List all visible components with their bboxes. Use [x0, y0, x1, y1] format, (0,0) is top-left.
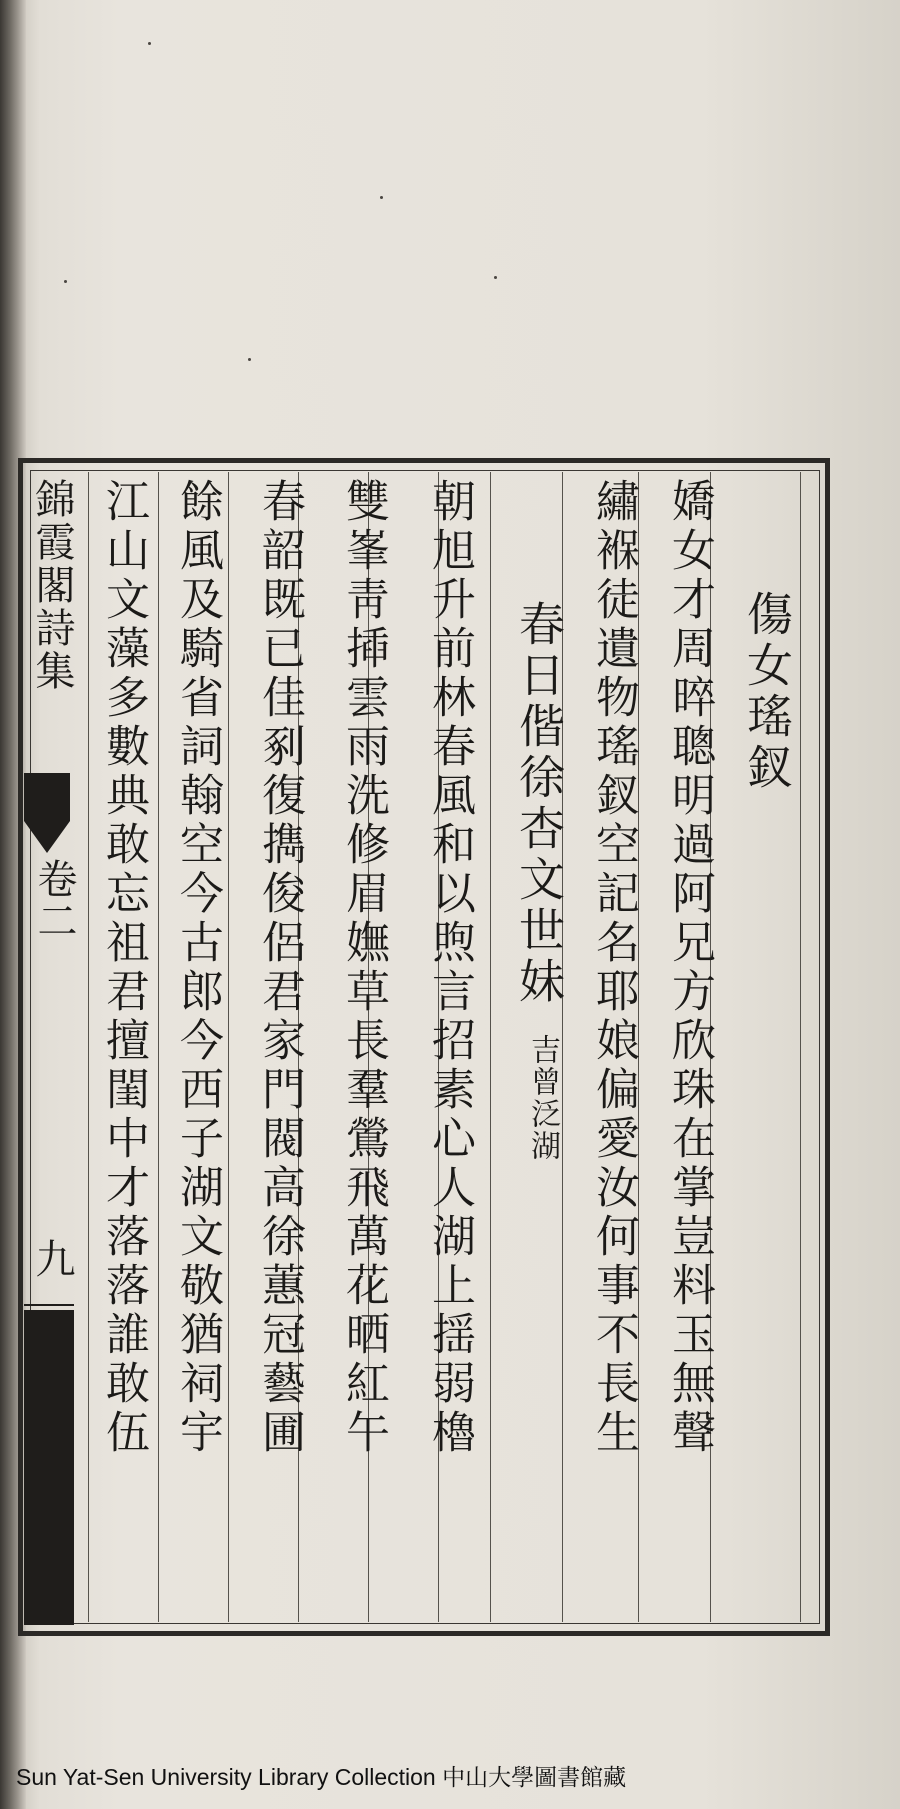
poem-line: 餘風及騎省詞翰空今古郎今西子湖文敬猶祠宇	[172, 478, 223, 1458]
library-credit: Sun Yat-Sen University Library Collection 中山大學圖書館藏	[16, 1764, 627, 1790]
column-rule	[228, 472, 229, 1622]
page-number: 九	[29, 1238, 75, 1278]
black-mouth-bar	[24, 1310, 74, 1625]
poem-line: 朝旭升前林春風和以煦言招素心人湖上揺弱櫓	[424, 478, 475, 1458]
paper-speck	[64, 280, 67, 283]
paper-speck	[380, 196, 383, 199]
poem-line: 春韶既已佳剢復擕俊侶君家門閥高徐蕙冠藝圃	[254, 478, 305, 1458]
poem-line: 繡褓徒遺物瑤釵空記名耶娘偏愛汝何事不長生	[588, 478, 639, 1458]
poem-line: 雙峯靑揷雲雨洗修眉嫵草長羣鶯飛萬花晒紅午	[338, 478, 389, 1458]
volume-number: 卷二	[31, 858, 77, 942]
poem-line: 江山文藻多數典敢忘祖君擅閨中才落落誰敢伍	[98, 478, 149, 1458]
column-rule	[88, 472, 89, 1622]
column-rule	[158, 472, 159, 1622]
paper-speck	[494, 276, 497, 279]
poem-title: 傷女瑤釵	[740, 590, 794, 794]
paper-speck	[248, 358, 251, 361]
column-rule	[490, 472, 491, 1622]
book-title-margin: 錦霞閣詩集	[29, 478, 75, 693]
paper-speck	[148, 42, 151, 45]
margin-rule	[24, 1304, 74, 1306]
poem-title-annotation: 吉曾泛湖	[525, 1034, 560, 1162]
poem-line: 嬌女才周晬聰明過阿兄方欣珠在掌豈料玉無聲	[664, 478, 715, 1458]
poem-title: 春日偕徐杏文世妹	[512, 600, 566, 1008]
